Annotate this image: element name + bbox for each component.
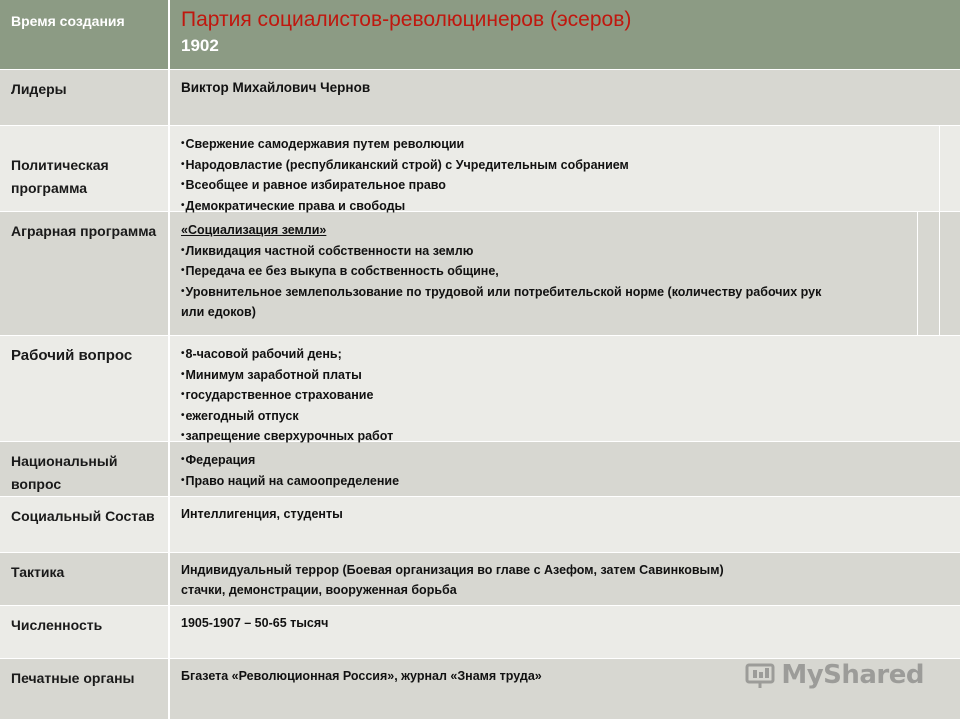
list-item: • Народовластие (республиканский строй) с Учредительным собранием [181, 155, 952, 176]
list-item: • ежегодный отпуск [181, 406, 952, 427]
cell-divider [939, 126, 940, 211]
tactics-line: Индивидуальный террор (Боевая организация во главе с Азефом, затем Савинковым) [181, 563, 724, 577]
list-item: • Минимум заработной платы [181, 365, 952, 386]
list-item: • Всеобщее и равное избирательное право [181, 175, 952, 196]
membership-label: Численность [0, 606, 170, 658]
row-labor-question [0, 336, 960, 442]
party-title: Партия социалистов-революцинеров (эсеров) [181, 8, 632, 31]
list-item: • Федерация [181, 450, 952, 471]
row-social-composition [0, 497, 960, 553]
political-value [170, 126, 960, 211]
presentation-icon [745, 661, 775, 689]
list-item: • Свержение самодержавия путем революции [181, 134, 952, 155]
political-label: Политическая программа [0, 126, 170, 211]
row-national-question [0, 442, 960, 497]
list-item: • запрещение сверхурочных работ [181, 426, 952, 447]
labor-label: Рабочий вопрос [0, 336, 170, 441]
leaders-value: Виктор Михайлович Чернов [181, 80, 371, 95]
myshared-watermark [745, 660, 924, 690]
press-label: Печатные органы [0, 659, 170, 719]
row-tactics [0, 553, 960, 606]
list-item: «Социализация земли» [181, 223, 327, 237]
row-leaders [0, 70, 960, 126]
list-item: или едоков) [181, 305, 256, 319]
tactics-value [170, 553, 960, 605]
list-item: • Демократические права и свободы [181, 196, 952, 217]
agrarian-value [170, 212, 960, 335]
watermark-text: MyShared [781, 660, 924, 690]
founding-year: 1902 [181, 36, 219, 55]
cell-divider [917, 212, 918, 335]
table-header-row [0, 0, 960, 70]
leaders-label: Лидеры [0, 70, 170, 125]
row-agrarian-program [0, 212, 960, 336]
list-item: • Ликвидация частной собственности на землю [181, 241, 914, 262]
national-label: Национальный вопрос [0, 442, 170, 496]
row-political-program [0, 126, 960, 212]
list-item: • 8-часовой рабочий день; [181, 344, 952, 365]
list-item: • государственное страхование [181, 385, 952, 406]
header-content [170, 0, 960, 69]
row-membership [0, 606, 960, 659]
labor-value [170, 336, 960, 441]
social-value: Интеллигенция, студенты [181, 507, 343, 521]
tactics-line: стачки, демонстрации, вооруженная борьба [181, 582, 457, 597]
agrarian-label: Аграрная программа [0, 212, 170, 335]
cell-divider [939, 212, 940, 335]
press-value: Бгазета «Революционная Россия», журнал «Знамя труда» [181, 669, 542, 683]
social-label: Социальный Состав [0, 497, 170, 552]
list-item: • Передача ее без выкупа в собственность общине, [181, 261, 914, 282]
list-item: • Право наций на самоопределение [181, 471, 952, 492]
list-item: • Уровнительное землепользование по трудовой или потребительской норме (количеству рабочих рук [181, 282, 914, 303]
header-label: Время создания [0, 0, 170, 69]
national-value [170, 442, 960, 496]
tactics-label: Тактика [0, 553, 170, 605]
membership-value: 1905-1907 – 50-65 тысяч [181, 616, 329, 630]
